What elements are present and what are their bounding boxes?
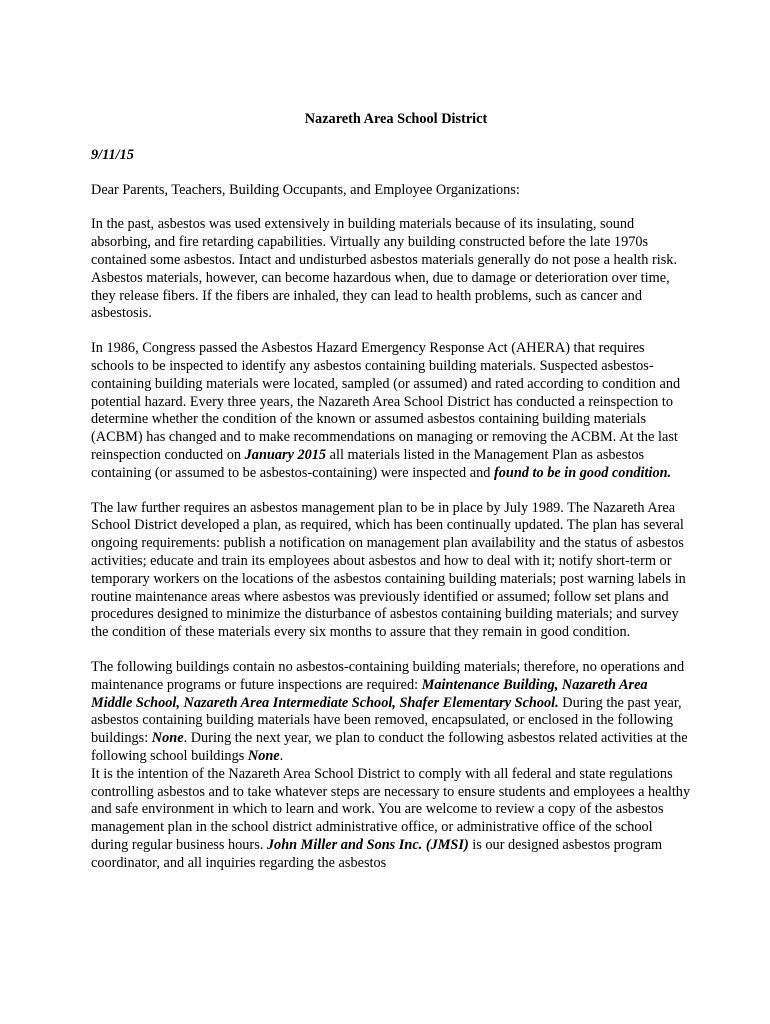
paragraph-buildings-text-2: During the past year, asbestos containing building materials have been removed, encapsulated, or enclosed in the following buildings: (91, 694, 682, 747)
asbestos-free-buildings: Maintenance Building, Nazareth Area Middle School, Nazareth Area Intermediate School, Shafer Elementary School. (91, 676, 648, 711)
letter-date: 9/11/15 (91, 146, 134, 163)
removed-buildings-value: None (151, 730, 184, 747)
letter-title: Nazareth Area School District (304, 111, 488, 127)
paragraph-ahera (91, 340, 691, 482)
paragraph-compliance-text-1: It is the intention of the Nazareth Area School District to comply with all federal and state regulations controlling asbestos and to take whatever steps are necessary to ensure students and employees a healthy and safe environment in which to learn and work. You are welcome to review a copy of the asbestos management plan in the school district administrative office, or administrative office of the school during regular business hours. (91, 765, 691, 853)
paragraph-buildings-text-3: . During the next year, we plan to conduct the following asbestos related activities at the following school buildings (91, 730, 688, 764)
paragraph-buildings-text-4: . (279, 747, 284, 764)
program-coordinator: John Miller and Sons Inc. (JMSI) (266, 836, 469, 853)
paragraph-buildings (91, 659, 691, 766)
paragraph-ahera-text-2: all materials listed in the Management Plan as asbestos containing (or assumed to be asbestos-containing) were inspected and (91, 446, 645, 481)
planned-activities-value: None (247, 747, 280, 764)
paragraph-compliance-text-2: is our designed asbestos program coordinator, and all inquiries regarding the asbestos (91, 836, 663, 871)
paragraph-management-plan: The law further requires an asbestos management plan to be in place by July 1989. The Nazareth Area School District developed a plan, as required, which has been continually updated. The plan has several ongoing requirements: publish a notification on management plan availability and the status of asbestos activities; educate and train its employees about asbestos and how to deal with it; notify short-term or temporary workers on the locations of the asbestos containing building materials; post warning labels in routine maintenance areas where asbestos was previously identified or assumed; follow set plans and procedures designed to minimize the disturbance of asbestos containing building materials; and survey the condition of these materials every six months to assure that they remain in good condition. (91, 499, 686, 641)
letter-salutation: Dear Parents, Teachers, Building Occupants, and Employee Organizations: (91, 181, 520, 198)
paragraph-compliance (91, 766, 691, 873)
paragraph-ahera-text-1: In 1986, Congress passed the Asbestos Hazard Emergency Response Act (AHERA) that requires schools to be inspected to identify any asbestos containing building materials. Suspected asbestos-containing building materials were located, sampled (or assumed) and rated according to condition and potential hazard. Every three years, the Nazareth Area School District has conducted a reinspection to determine whether the condition of the known or assumed asbestos containing building materials (ACBM) has changed and to make recommendations on managing or removing the ACBM. At the last reinspection conducted on (91, 340, 681, 463)
paragraph-buildings-text-1: The following buildings contain no asbestos-containing building materials; therefore, no operations and maintenance programs or future inspections are required: (91, 658, 685, 693)
letter-page (91, 111, 691, 872)
inspection-result: found to be in good condition. (493, 464, 672, 481)
paragraph-asbestos-history: In the past, asbestos was used extensively in building materials because of its insulating, sound absorbing, and fire retarding capabilities. Virtually any building constructed before the late 1970s contained some asbestos. Intact and undisturbed asbestos materials generally do not pose a health risk. Asbestos materials, however, can become hazardous when, due to damage or deterioration over time, they release fibers. If the fibers are inhaled, they can lead to health problems, such as cancer and asbestosis. (91, 216, 678, 322)
reinspection-date: January 2015 (244, 446, 327, 463)
